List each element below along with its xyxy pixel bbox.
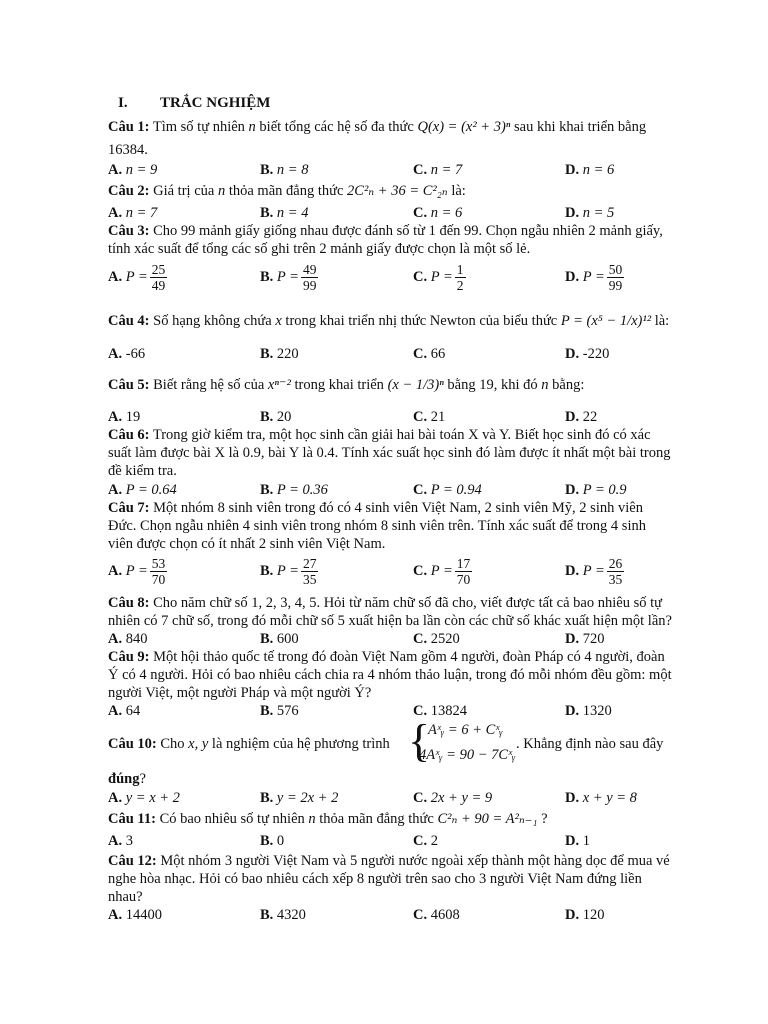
option-a[interactable]: A. 19 xyxy=(108,409,141,425)
question-2-text: Câu 2: Giá trị của n thỏa mãn đẳng thức 2C²ₙ + 36 = C²₂ₙ là: xyxy=(108,183,466,199)
option-b[interactable]: B. 0 xyxy=(260,833,285,849)
option-b[interactable]: B. P = 0.36 xyxy=(260,482,328,498)
system-equation-2: 4Aˣᵧ = 90 − 7Cˣᵧ xyxy=(419,747,516,763)
question-7-line-2: Đức. Chọn ngẫu nhiên 4 sinh viên trong nhóm 8 sinh viên trên. Tính xác suất để trong 4 sinh xyxy=(108,518,646,534)
question-3-text: Câu 3: Cho 99 mảnh giấy giống nhau được đánh số từ 1 đến 99. Chọn ngẫu nhiên 2 mảnh giấy, xyxy=(108,223,663,239)
option-c[interactable]: C. 66 xyxy=(413,346,446,362)
option-c[interactable]: C. 2x + y = 9 xyxy=(413,790,493,806)
option-b[interactable]: B. n = 4 xyxy=(260,205,309,221)
question-12-line-3: nhau? xyxy=(108,889,143,905)
system-equation-1: Aˣᵧ = 6 + Cˣᵧ xyxy=(428,722,503,738)
option-c[interactable]: C. P = $\frac{17}{70}$ xyxy=(413,556,471,587)
option-c[interactable]: C. n = 7 xyxy=(413,162,463,178)
option-d[interactable]: D. 1 xyxy=(565,833,590,849)
option-c[interactable]: C. 2 xyxy=(413,833,438,849)
formula: P = (x⁵ − 1/x)¹² xyxy=(560,313,652,329)
option-d[interactable]: D. 120 xyxy=(565,907,605,923)
question-12-line-2: nghe hòa nhạc. Hỏi có bao nhiêu cách xếp 8 người trên sao cho 3 người Việt Nam đứng liền xyxy=(108,871,642,887)
option-a[interactable]: A. 64 xyxy=(108,703,141,719)
option-a[interactable]: A. P = $\frac{25}{49}$ xyxy=(108,262,166,293)
option-c[interactable]: C. P = 0.94 xyxy=(413,482,482,498)
question-9-text: Câu 9: Một hội thảo quốc tế trong đó đoàn Việt Nam gồm 4 người, đoàn Pháp có 4 người, đoàn xyxy=(108,649,665,665)
question-4-text: Câu 4: Số hạng không chứa x trong khai triển nhị thức Newton của biểu thức P = (x⁵ − 1/x)¹² là: xyxy=(108,313,670,329)
section-title: TRẮC NGHIỆM xyxy=(160,95,271,111)
question-5-text: Câu 5: Biết rằng hệ số của xⁿ⁻² trong khai triển (x − 1/3)ⁿ bằng 19, khi đó n bằng: xyxy=(108,377,585,393)
question-6-line-2: suất làm được bài X là 0.9, bài Y là 0.4. Tính xác suất học sinh đó làm được ít nhất một bài trong xyxy=(108,445,671,461)
question-1-line-2: 16384. xyxy=(108,142,148,158)
option-c[interactable]: C. P = $\frac{1}{2}$ xyxy=(413,262,464,293)
question-label: Câu 1: xyxy=(108,119,150,135)
option-c[interactable]: C. 13824 xyxy=(413,703,467,719)
option-b[interactable]: B. P = $\frac{27}{35}$ xyxy=(260,556,317,587)
option-a[interactable]: A. P = 0.64 xyxy=(108,482,177,498)
question-10-line-2: đúng? xyxy=(108,771,146,787)
option-c[interactable]: C. 4608 xyxy=(413,907,460,923)
option-b[interactable]: B. n = 8 xyxy=(260,162,309,178)
question-6-text: Câu 6: Trong giờ kiểm tra, một học sinh cần giải hai bài toán X và Y. Biết học sinh đó có xác xyxy=(108,427,651,443)
option-b[interactable]: B. 600 xyxy=(260,631,299,647)
question-10-text: Câu 10: Cho x, y là nghiệm của hệ phương trình xyxy=(108,736,390,752)
option-d[interactable]: D. -220 xyxy=(565,346,610,362)
question-9-line-3: người Việt, một người Pháp và một người Ý? xyxy=(108,685,372,701)
option-d[interactable]: D. P = 0.9 xyxy=(565,482,627,498)
formula: C²ₙ + 90 = A²ₙ₋₁ xyxy=(437,811,538,827)
option-b[interactable]: B. 576 xyxy=(260,703,299,719)
formula: (x − 1/3)ⁿ xyxy=(387,377,444,393)
option-a[interactable]: A. 840 xyxy=(108,631,148,647)
question-8-text: Câu 8: Cho năm chữ số 1, 2, 3, 4, 5. Hỏi từ năm chữ số đã cho, viết được tất cả bao nhiêu số tự xyxy=(108,595,662,611)
option-c[interactable]: C. 2520 xyxy=(413,631,460,647)
option-d[interactable]: D. 1320 xyxy=(565,703,612,719)
formula: 2C²ₙ + 36 = C²₂ₙ xyxy=(347,183,448,199)
question-1-text: Câu 1: Tìm số tự nhiên n biết tổng các hệ số đa thức Q(x) = (x² + 3)ⁿ sau khi khai triển bằng xyxy=(108,119,647,135)
question-7-text: Câu 7: Một nhóm 8 sinh viên trong đó có 4 sinh viên Việt Nam, 2 sinh viên Mỹ, 2 sinh viên xyxy=(108,500,643,516)
question-9-line-2: Ý có 4 người. Hỏi có bao nhiêu cách chia ra 4 nhóm thảo luận, trong đó mỗi nhóm đều gồm: một xyxy=(108,667,672,683)
option-a[interactable]: A. 14400 xyxy=(108,907,162,923)
option-a[interactable]: A. n = 9 xyxy=(108,162,158,178)
option-b[interactable]: B. 220 xyxy=(260,346,299,362)
question-6-line-3: đề kiểm tra. xyxy=(108,463,177,479)
option-a[interactable]: A. n = 7 xyxy=(108,205,158,221)
option-d[interactable]: D. n = 5 xyxy=(565,205,615,221)
option-a[interactable]: A. -66 xyxy=(108,346,146,362)
option-b[interactable]: B. y = 2x + 2 xyxy=(260,790,339,806)
section-numeral: I. xyxy=(118,95,128,111)
system-brace: { xyxy=(408,715,431,766)
option-b[interactable]: B. P = $\frac{49}{99}$ xyxy=(260,262,317,293)
option-d[interactable]: D. P = $\frac{26}{35}$ xyxy=(565,556,623,587)
question-12-text: Câu 12: Một nhóm 3 người Việt Nam và 5 người nước ngoài xếp thành một hàng dọc để mua vé xyxy=(108,853,670,869)
question-7-line-3: viên được chọn có ít nhất 2 sinh viên Việt Nam. xyxy=(108,536,386,552)
option-c[interactable]: C. n = 6 xyxy=(413,205,463,221)
option-a[interactable]: A. 3 xyxy=(108,833,133,849)
option-a[interactable]: A. P = $\frac{53}{70}$ xyxy=(108,556,166,587)
question-10-post: . Khẳng định nào sau đây xyxy=(516,736,664,752)
option-b[interactable]: B. 20 xyxy=(260,409,292,425)
option-c[interactable]: C. 21 xyxy=(413,409,446,425)
option-a[interactable]: A. y = x + 2 xyxy=(108,790,180,806)
option-b[interactable]: B. 4320 xyxy=(260,907,306,923)
option-d[interactable]: D. P = $\frac{50}{99}$ xyxy=(565,262,623,293)
question-8-line-2: nhiên có 7 chữ số, trong đó mỗi chữ số 5 xuất hiện ba lần còn các chữ số khác xuất hiện một lần? xyxy=(108,613,672,629)
option-d[interactable]: D. x + y = 8 xyxy=(565,790,637,806)
option-d[interactable]: D. 720 xyxy=(565,631,605,647)
option-d[interactable]: D. 22 xyxy=(565,409,598,425)
formula: Q(x) = (x² + 3)ⁿ xyxy=(417,119,511,135)
question-11-text: Câu 11: Có bao nhiêu số tự nhiên n thỏa mãn đẳng thức C²ₙ + 90 = A²ₙ₋₁ ? xyxy=(108,811,548,827)
option-d[interactable]: D. n = 6 xyxy=(565,162,615,178)
question-3-line-2: tính xác suất để tổng các số ghi trên 2 mảnh giấy được chọn là một số lẻ. xyxy=(108,241,531,257)
